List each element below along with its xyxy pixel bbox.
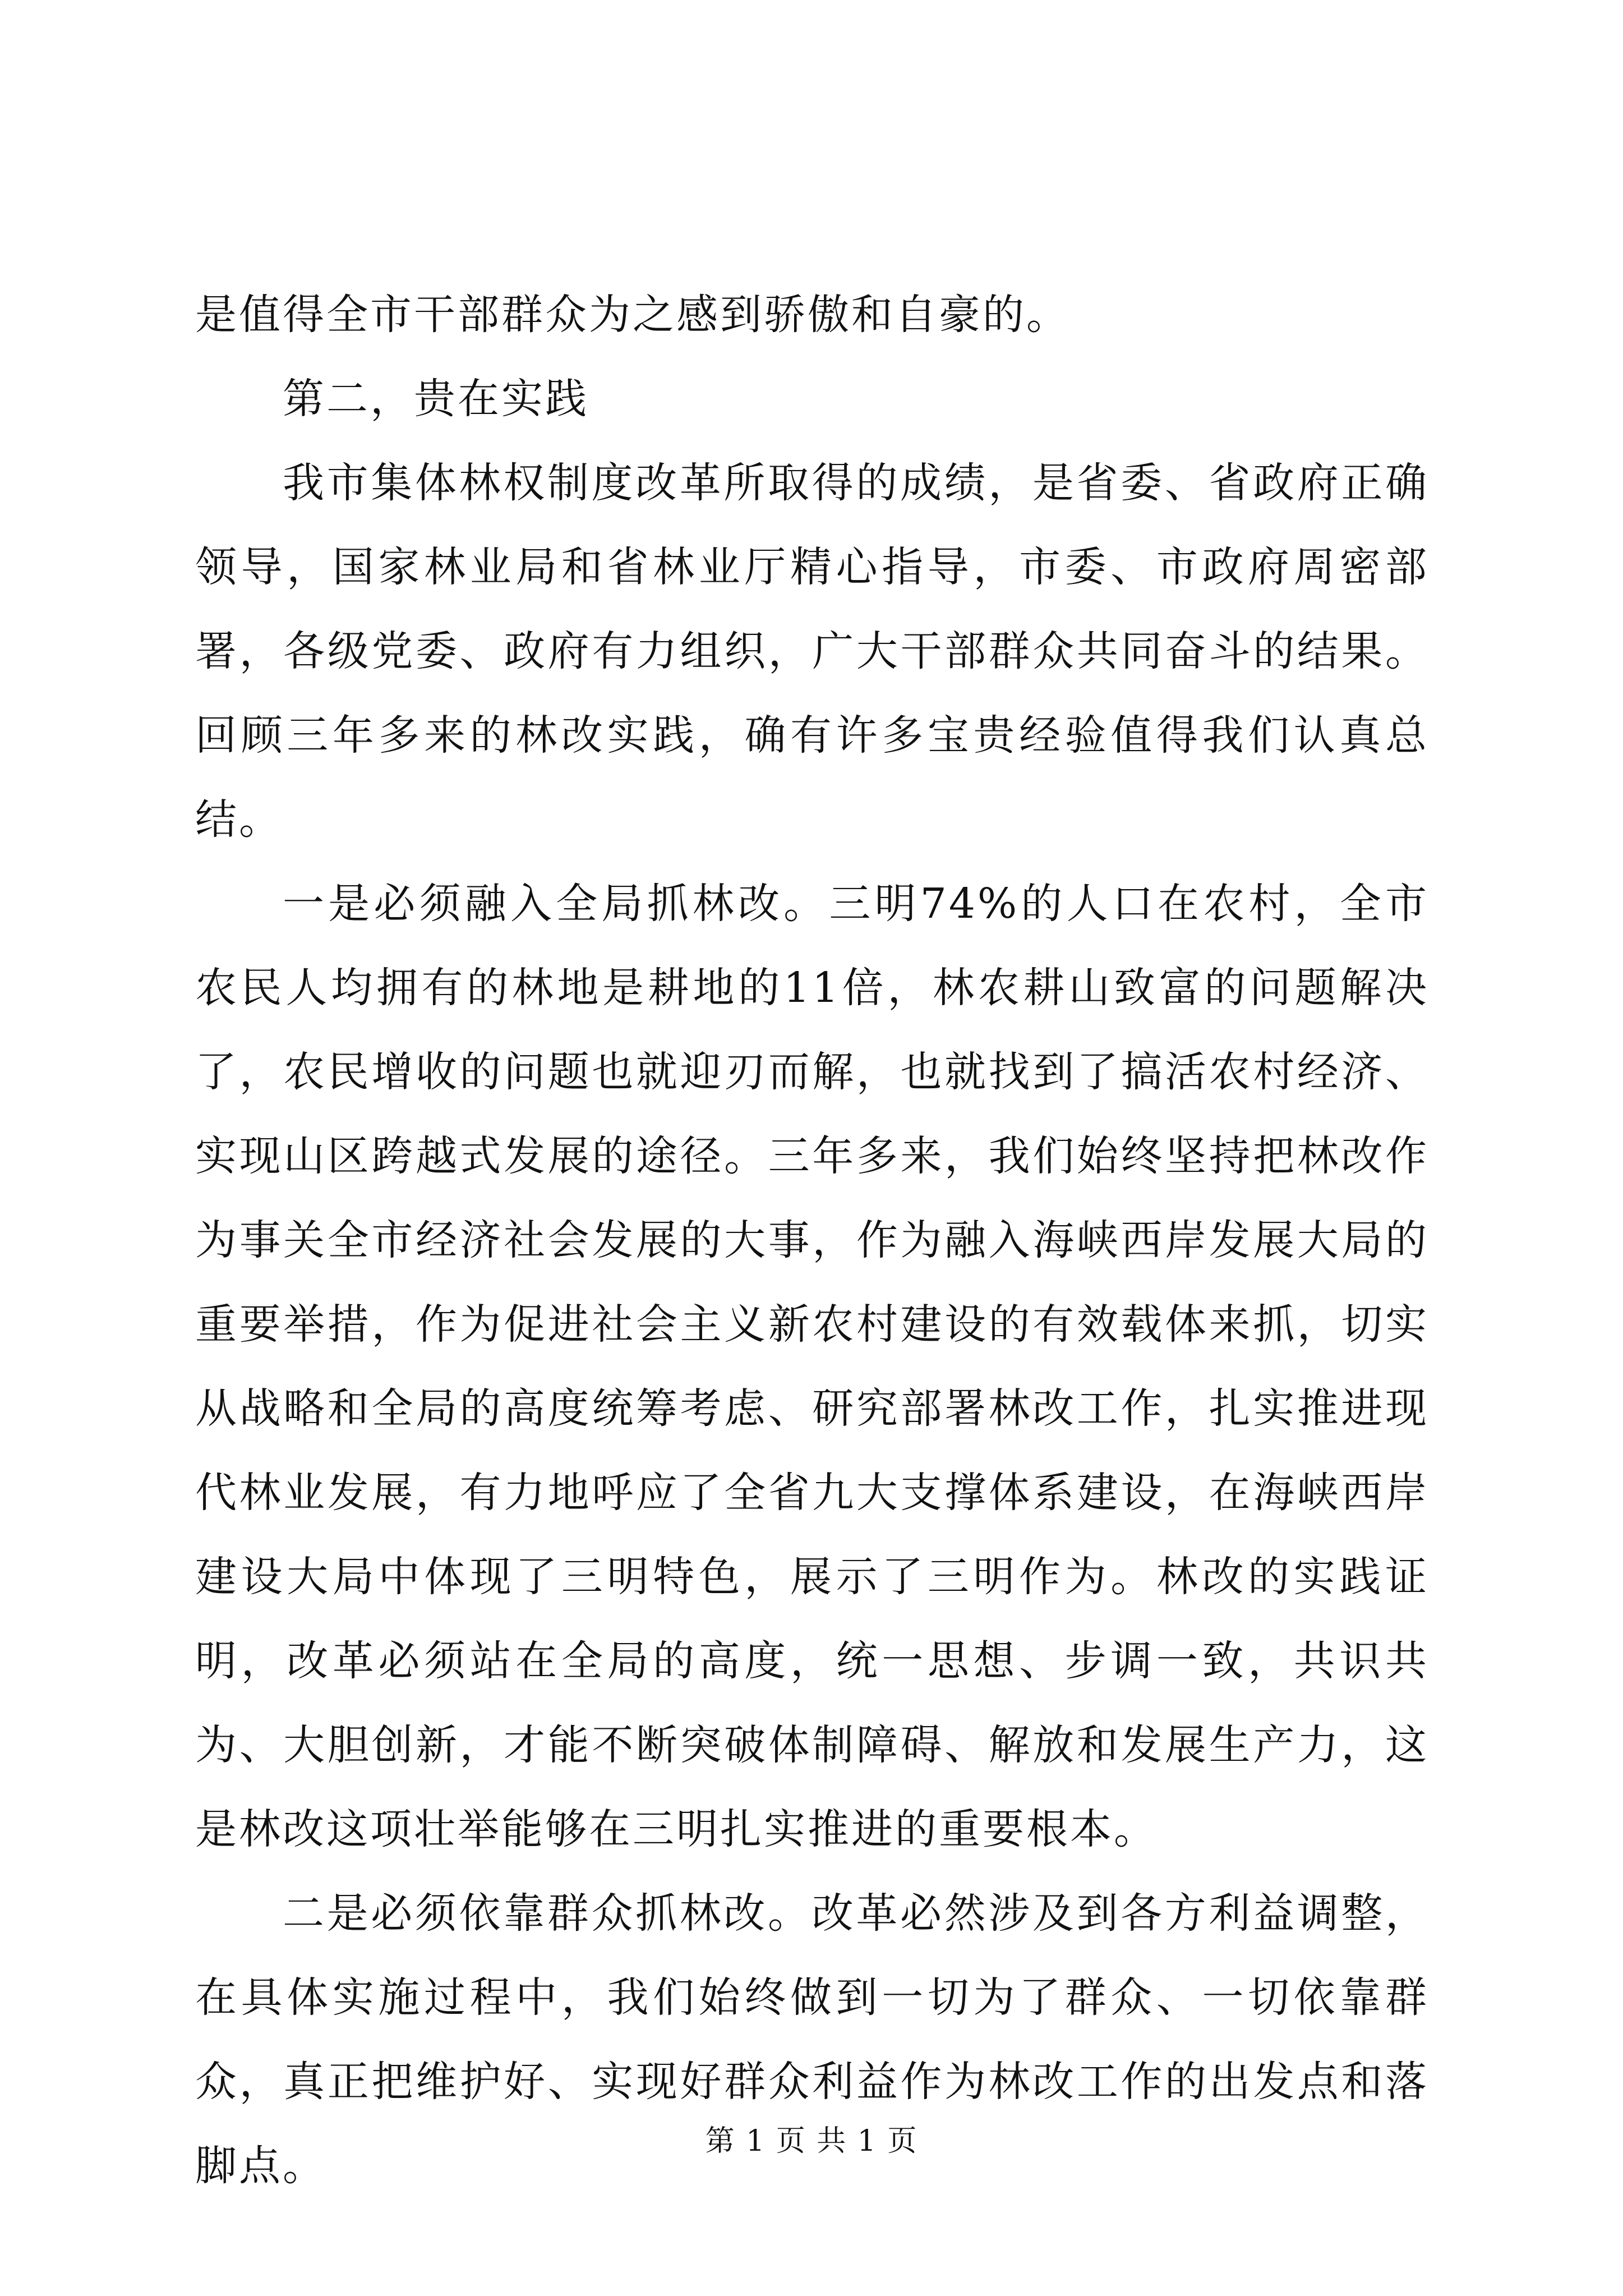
paragraph: 一是必须融入全局抓林改。三明74%的人口在农村，全市农民人均拥有的林地是耕地的11倍，林农耕山致富的问题解决了，农民增收的问题也就迎刃而解，也就找到了搞活农村经济、实现山区跨越式发展的途径。三年多来，我们始终坚持把林改作为事关全市经济社会发展的大事，作为融入海峡西岸发展大局的重要举措，作为促进社会主义新农村建设的有效载体来抓，切实从战略和全局的高度统筹考虑、研究部署林改工作，扎实推进现代林业发展，有力地呼应了全省九大支撑体系建设，在海峡西岸建设大局中体现了三明特色，展示了三明作为。林改的实践证明，改革必须站在全局的高度，统一思想、步调一致，共识共为、大胆创新，才能不断突破体制障碍、解放和发展生产力，这是林改这项壮举能够在三明扎实推进的重要根本。	[195, 880, 1429, 1853]
document-body	[195, 273, 1429, 2208]
page-footer: 第 1 页 共 1 页	[705, 2124, 918, 2158]
paragraph-continuation: 是值得全市干部群众为之感到骄傲和自豪的。	[195, 291, 1070, 339]
paragraph: 二是必须依靠群众抓林改。改革必然涉及到各方利益调整，在具体实施过程中，我们始终做到一切为了群众、一切依靠群众，真正把维护好、实现好群众利益作为林改工作的出发点和落脚点。	[195, 1889, 1429, 2190]
section-heading: 第二，贵在实践	[283, 375, 589, 423]
paragraph: 我市集体林权制度改革所取得的成绩，是省委、省政府正确领导，国家林业局和省林业厅精心指导，市委、市政府周密部署，各级党委、政府有力组织，广大干部群众共同奋斗的结果。回顾三年多来的林改实践，确有许多宝贵经验值得我们认真总结。	[195, 459, 1429, 844]
